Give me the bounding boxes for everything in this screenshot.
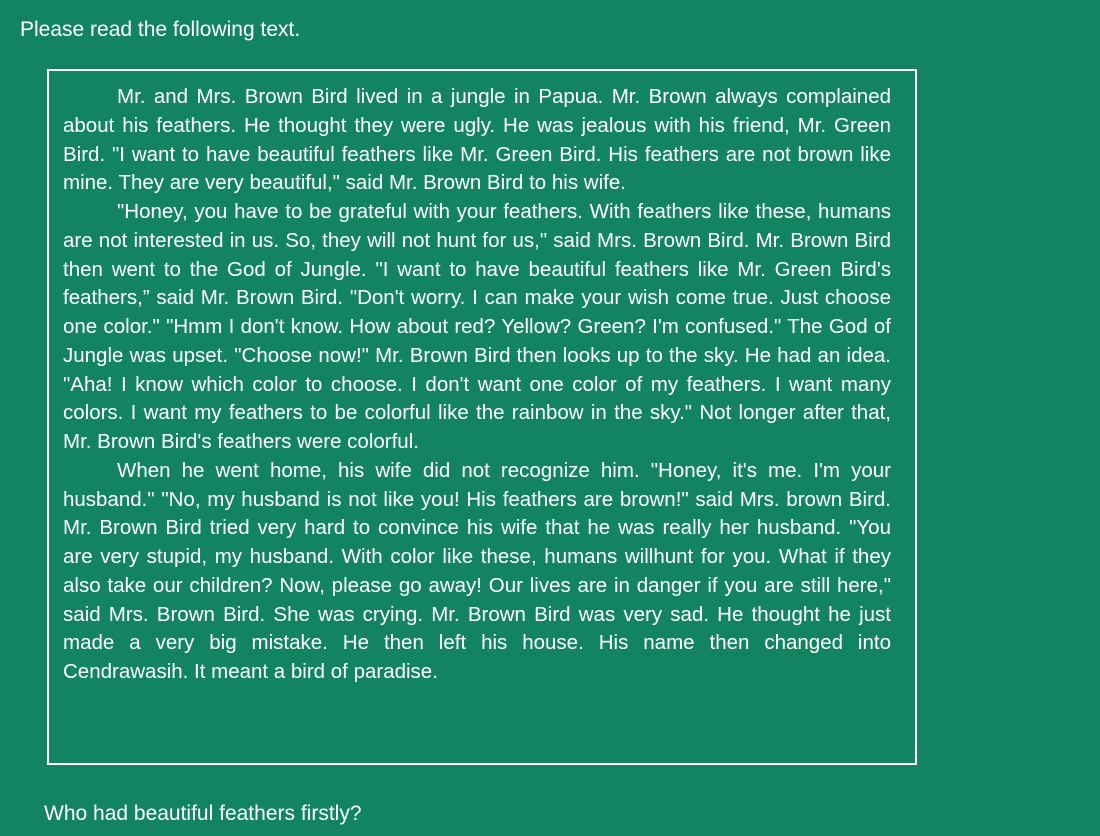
passage-paragraph-3: When he went home, his wife did not recognize him. "Honey, it's me. I'm your husband." "No, my husband is not like you! His feathers are brown!" said Mrs. brown Bird. Mr. Brown Bird tried very hard to convince his wife that he was really her husband. "You are very stupid, my husband. With color like these, humans willhunt for you. What if they also take our children? Now, please go away! Our lives are in danger if you are still here," said Mrs. Brown Bird. She was crying. Mr. Brown Bird was very sad. He thought he just made a very big mistake. He then left his house. His name then changed into Cendrawasih. It meant a bird of paradise. xyxy=(63,458,891,683)
instruction-text: Please read the following text. xyxy=(20,18,301,41)
question-text: Who had beautiful feathers firstly? xyxy=(44,802,362,825)
passage-paragraph-1: Mr. and Mrs. Brown Bird lived in a jungle in Papua. Mr. Brown always complained about his feathers. He thought they were ugly. He was jealous with his friend, Mr. Green Bird. "I want to have beautiful feathers like Mr. Green Bird. His feathers are not brown like mine. They are very beautiful," said Mr. Brown Bird to his wife. xyxy=(63,85,891,195)
reading-passage-box xyxy=(47,69,917,765)
passage-paragraph-2: "Honey, you have to be grateful with your feathers. With feathers like these, humans are not interested in us. So, they will not hunt for us," said Mrs. Brown Bird. Mr. Brown Bird then went to the God of Jungle. "I want to have beautiful feathers like Mr. Green Bird's feathers,” said Mr. Brown Bird. "Don't worry. I can make your wish come true. Just choose one color." "Hmm I don't know. How about red? Yellow? Green? I'm confused." The God of Jungle was upset. "Choose now!" Mr. Brown Bird then looks up to the sky. He had an idea. "Aha! I know which color to choose. I don't want one color of my feathers. I want many colors. I want my feathers to be colorful like the rainbow in the sky." Not longer after that, Mr. Brown Bird's feathers were colorful. xyxy=(63,200,891,453)
